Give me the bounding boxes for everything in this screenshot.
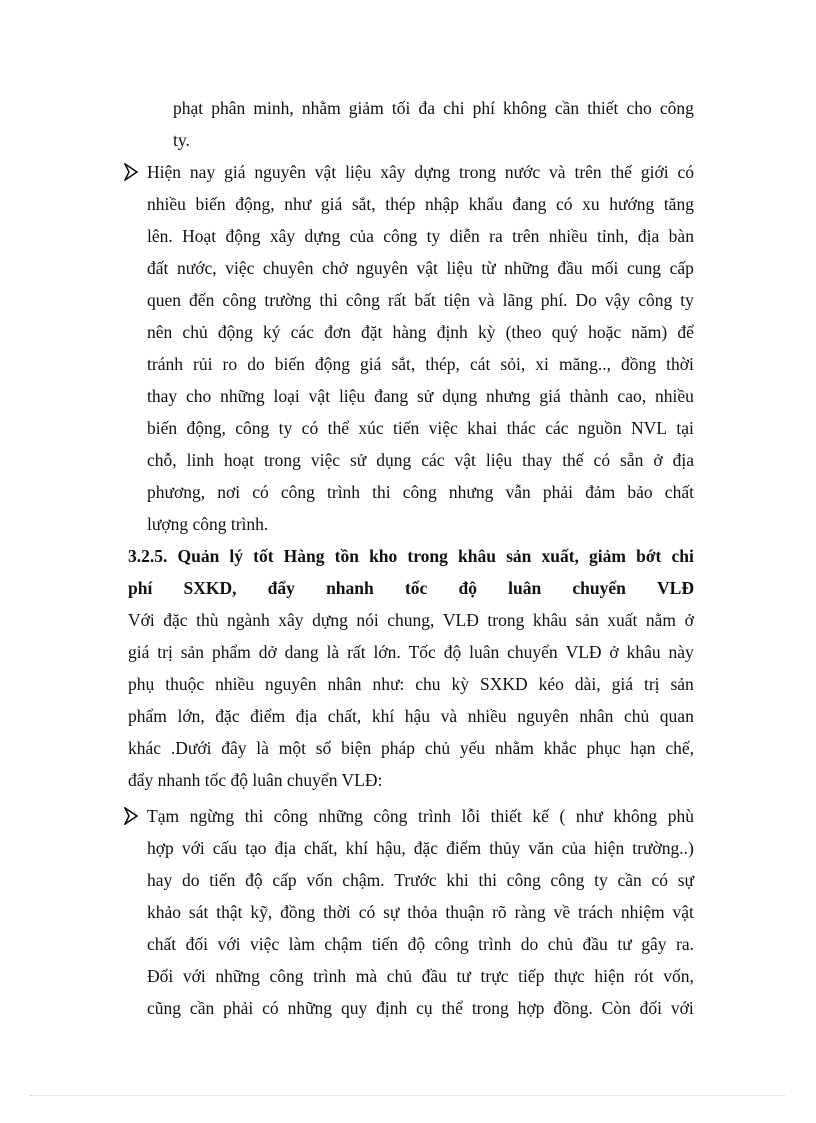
text-line: chất đối với việc làm chậm tiến độ công trình do chủ đầu tư gây ra.	[147, 934, 694, 954]
text-line: thay cho những loại vật liệu đang sử dụng nhưng giá thành cao, nhiều	[147, 386, 694, 406]
text-line: chỗ, linh hoạt trong việc sử dụng các vật liệu thay thế có sẵn ở địa	[147, 450, 694, 470]
text-line: lên. Hoạt động xây dựng của công ty diễn ra trên nhiều tỉnh, địa bàn	[147, 226, 694, 246]
text-line: phạt phân minh, nhằm giảm tối đa chi phí không cần thiết cho công	[173, 98, 694, 118]
arrowhead-bullet-icon	[124, 163, 138, 181]
text-line: phẩm lớn, đặc điểm địa chất, khí hậu và nhiều nguyên nhân chủ quan	[128, 706, 694, 726]
text-line: hợp với cấu tạo địa chất, khí hậu, đặc điểm thủy văn của hiện trường..)	[147, 838, 694, 858]
text-line: đất nước, việc chuyên chở nguyên vật liệu từ những đầu mối cung cấp	[147, 258, 694, 278]
heading-line: phí SXKD, đẩy nhanh tốc độ luân chuyển VLĐ	[128, 578, 694, 598]
text-line: Đối với những công trình mà chủ đầu tư trực tiếp thực hiện rót vốn,	[147, 966, 694, 986]
text-line: nên chủ động ký các đơn đặt hàng định kỳ (theo quý hoặc năm) để	[147, 322, 694, 342]
text-line: ty.	[173, 130, 190, 150]
text-line: biến động, công ty có thể xúc tiến việc khai thác các nguồn NVL tại	[147, 418, 694, 438]
text-line: hay do tiến độ cấp vốn chậm. Trước khi thi công công ty cần có sự	[147, 870, 694, 890]
text-line: đẩy nhanh tốc độ luân chuyển VLĐ:	[128, 770, 383, 790]
text-line: giá trị sản phẩm dở dang là rất lớn. Tốc độ luân chuyển VLĐ ở khâu này	[128, 642, 694, 662]
footer-divider	[30, 1095, 786, 1096]
text-line: phương, nơi có công trình thi công nhưng vẫn phải đảm bảo chất	[147, 482, 694, 502]
text-line: phụ thuộc nhiều nguyên nhân như: chu kỳ SXKD kéo dài, giá trị sản	[128, 674, 694, 694]
text-line: quen đến công trường thi công rất bất tiện và lãng phí. Do vậy công ty	[147, 290, 694, 310]
text-line: Tạm ngừng thi công những công trình lỗi thiết kế ( như không phù	[147, 806, 694, 826]
text-line: Với đặc thù ngành xây dựng nói chung, VLĐ trong khâu sản xuất nằm ở	[128, 610, 694, 630]
text-line: lượng công trình.	[147, 514, 269, 534]
text-line: Hiện nay giá nguyên vật liệu xây dựng trong nước và trên thế giới có	[147, 162, 694, 182]
arrowhead-bullet-icon	[124, 807, 138, 825]
text-line: tránh rủi ro do biến động giá sắt, thép, cát sỏi, xi măng.., đồng thời	[147, 354, 694, 374]
text-line: khảo sát thật kỹ, đồng thời có sự thỏa thuận rõ ràng về trách nhiệm vật	[147, 902, 694, 922]
text-line: cũng cần phải có những quy định cụ thể trong hợp đồng. Còn đối với	[147, 998, 694, 1018]
heading-line: 3.2.5. Quản lý tốt Hàng tồn kho trong khâu sản xuất, giảm bớt chi	[128, 546, 694, 566]
text-line: nhiều biến động, như giá sắt, thép nhập khẩu đang có xu hướng tăng	[147, 194, 694, 214]
text-line: khác .Dưới đây là một số biện pháp chủ yếu nhằm khắc phục hạn chế,	[128, 738, 694, 758]
